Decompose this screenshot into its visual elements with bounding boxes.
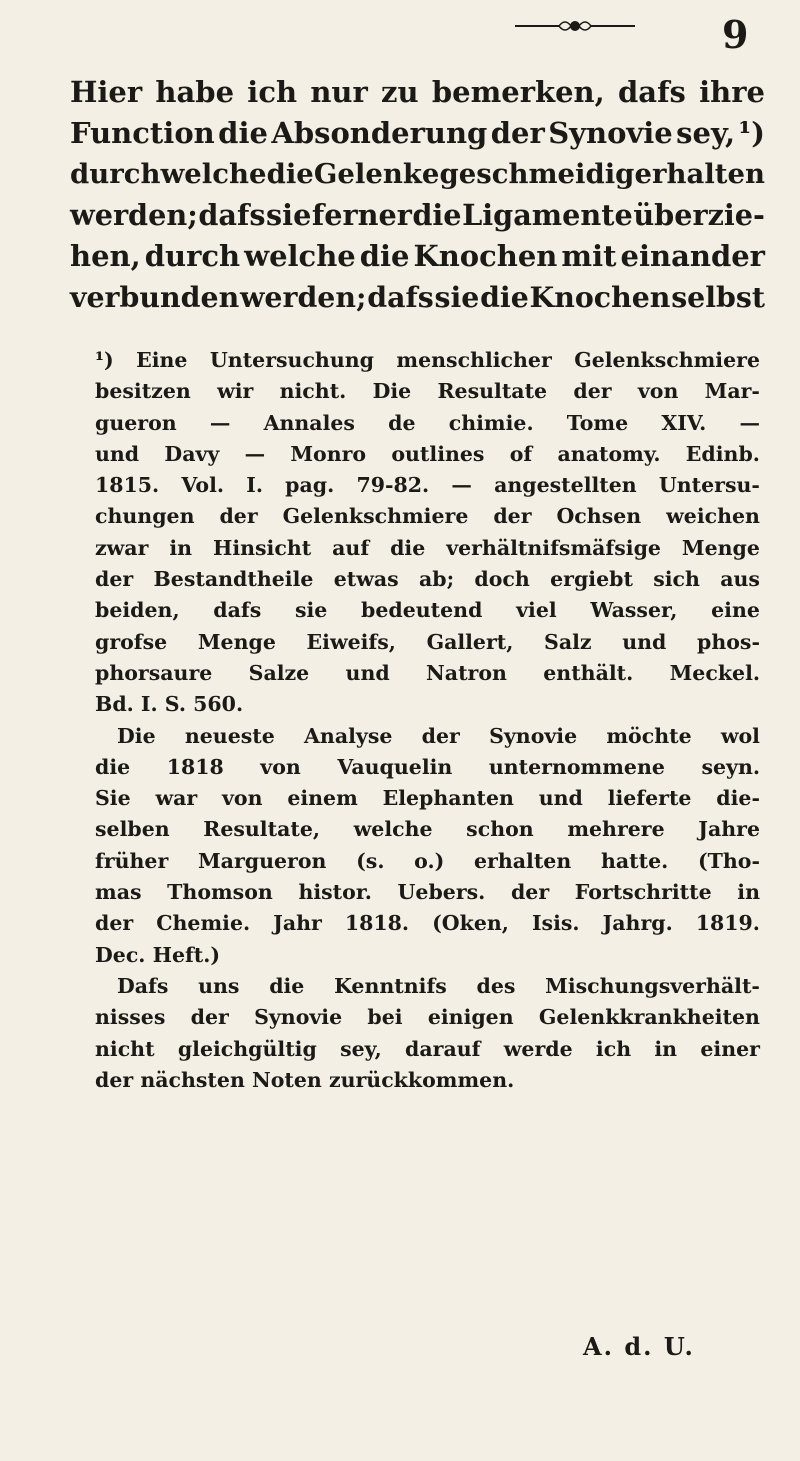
page-header: [0, 10, 800, 60]
main-line: werden; dafs sie ferner die Ligamente überzie-: [70, 198, 765, 232]
footnote-line: Dafs uns die Kenntnifs des Mischungsverhält-: [117, 973, 760, 998]
footnote-line: Sie war von einem Elephanten und lieferte die-: [95, 786, 760, 811]
footnote-line: nicht gleichgültig sey, darauf werde ich in einer: [95, 1036, 760, 1061]
footnote-line: mas Thomson histor. Uebers. der Fortschritte in: [95, 880, 760, 905]
footnote-line: phorsaure Salze und Natron enthält. Meckel.: [95, 660, 760, 685]
footnote-line: 1815. Vol. I. pag. 79-82. — angestellten Untersu-: [95, 473, 760, 498]
main-line: hen, durch welche die Knochen mit einander: [70, 239, 765, 273]
footnote-line: Bd. I. S. 560.: [95, 692, 244, 717]
main-line: Function die Absonderung der Synovie sey, ¹): [70, 116, 765, 150]
main-line: verbunden werden; dafs sie die Knochen selbst: [70, 280, 765, 314]
footnote-line: selben Resultate, welche schon mehrere Jahre: [95, 817, 760, 842]
ornament-icon: [515, 14, 635, 38]
footnote-line: und Davy — Monro outlines of anatomy. Edinb.: [95, 441, 760, 466]
footnote-paragraph-3: [95, 971, 760, 1096]
footnote-line: grofse Menge Eiweifs, Gallert, Salz und phos-: [95, 629, 760, 654]
footnote-line: zwar in Hinsicht auf die verhältnifsmäfsige Menge: [95, 535, 760, 560]
footnote-signature: A. d. U.: [583, 1332, 695, 1361]
main-line: Hier habe ich nur zu bemerken, dafs ihre: [70, 75, 765, 109]
footnote-line: der Bestandtheile etwas ab; doch ergiebt sich aus: [95, 567, 760, 592]
footnote-line: die 1818 von Vauquelin unternommene seyn.: [95, 754, 760, 779]
footnote: [95, 345, 760, 1096]
footnote-paragraph-2: [95, 721, 760, 971]
footnote-line: der nächsten Noten zurückkommen.: [95, 1067, 515, 1092]
footnote-paragraph-1: [95, 345, 760, 721]
footnote-line: der Chemie. Jahr 1818. (Oken, Isis. Jahrg. 1819.: [95, 911, 760, 936]
footnote-line: besitzen wir nicht. Die Resultate der von Mar-: [95, 379, 760, 404]
footnote-line: früher Margueron (s. o.) erhalten hatte. (Tho-: [95, 848, 760, 873]
footnote-line: beiden, dafs sie bedeutend viel Wasser, eine: [95, 598, 760, 623]
footnote-line: chungen der Gelenkschmiere der Ochsen weichen: [95, 504, 760, 529]
page-number: 9: [722, 12, 749, 57]
main-line: durch welche die Gelenke geschmeidig erhalten: [70, 158, 765, 190]
footnote-line: Die neueste Analyse der Synovie möchte wol: [117, 723, 760, 748]
footnote-line: gueron — Annales de chimie. Tome XIV. —: [95, 410, 760, 435]
footnote-line: nisses der Synovie bei einigen Gelenkkrankheiten: [95, 1005, 760, 1030]
footnote-line: ¹) Eine Untersuchung menschlicher Gelenkschmiere: [95, 348, 760, 372]
footnote-line: Dec. Heft.): [95, 942, 221, 967]
main-text: [70, 72, 765, 318]
